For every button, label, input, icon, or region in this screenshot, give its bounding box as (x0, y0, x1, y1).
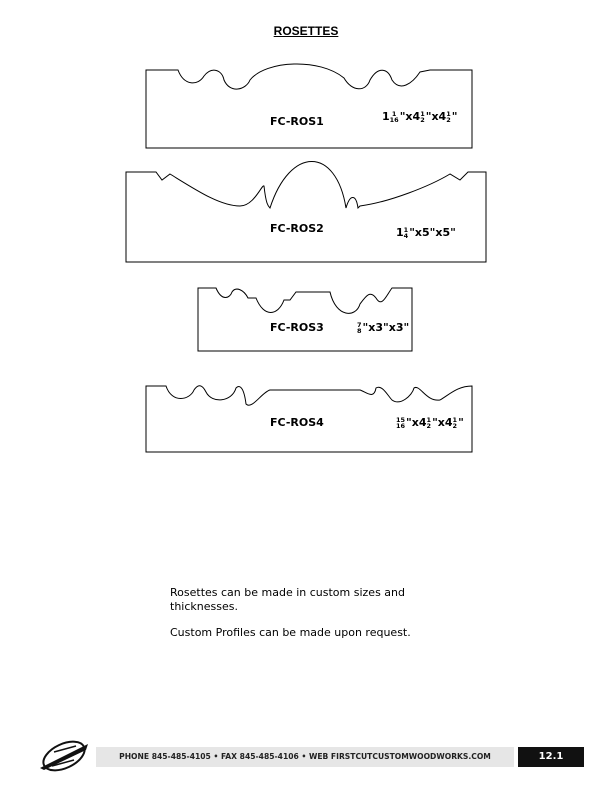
note-custom-profiles: Custom Profiles can be made upon request. (170, 626, 411, 639)
company-logo-icon (36, 738, 92, 774)
profile-drawing-ros3 (192, 282, 418, 356)
note-custom-sizes: Rosettes can be made in custom sizes and thicknesses. (170, 586, 405, 613)
profile-code-ros1: FC-ROS1 (270, 115, 324, 128)
profile-drawing-ros2 (120, 166, 492, 266)
profile-dimensions-ros4: 15 16 "x4 1 2 "x4 1 2 " (396, 416, 464, 430)
page-number-badge: 12.1 (518, 747, 584, 767)
footer-contact: PHONE 845-485-4105 • FAX 845-485-4106 • WEB FIRSTCUTCUSTOMWOODWORKS.COM (119, 752, 491, 761)
profile-dimensions-ros3: 7 8 "x3"x3" (357, 321, 410, 335)
profile-code-ros3: FC-ROS3 (270, 321, 324, 334)
profile-dimensions-ros1: 1 1 16 "x4 1 2 "x4 1 2 " (382, 110, 458, 124)
profile-dimensions-ros2: 1 1 4 "x5"x5" (396, 226, 456, 240)
notes-block (170, 586, 470, 652)
page-title: ROSETTES (273, 24, 339, 38)
profile-code-ros2: FC-ROS2 (270, 222, 324, 235)
profile-code-ros4: FC-ROS4 (270, 416, 324, 429)
